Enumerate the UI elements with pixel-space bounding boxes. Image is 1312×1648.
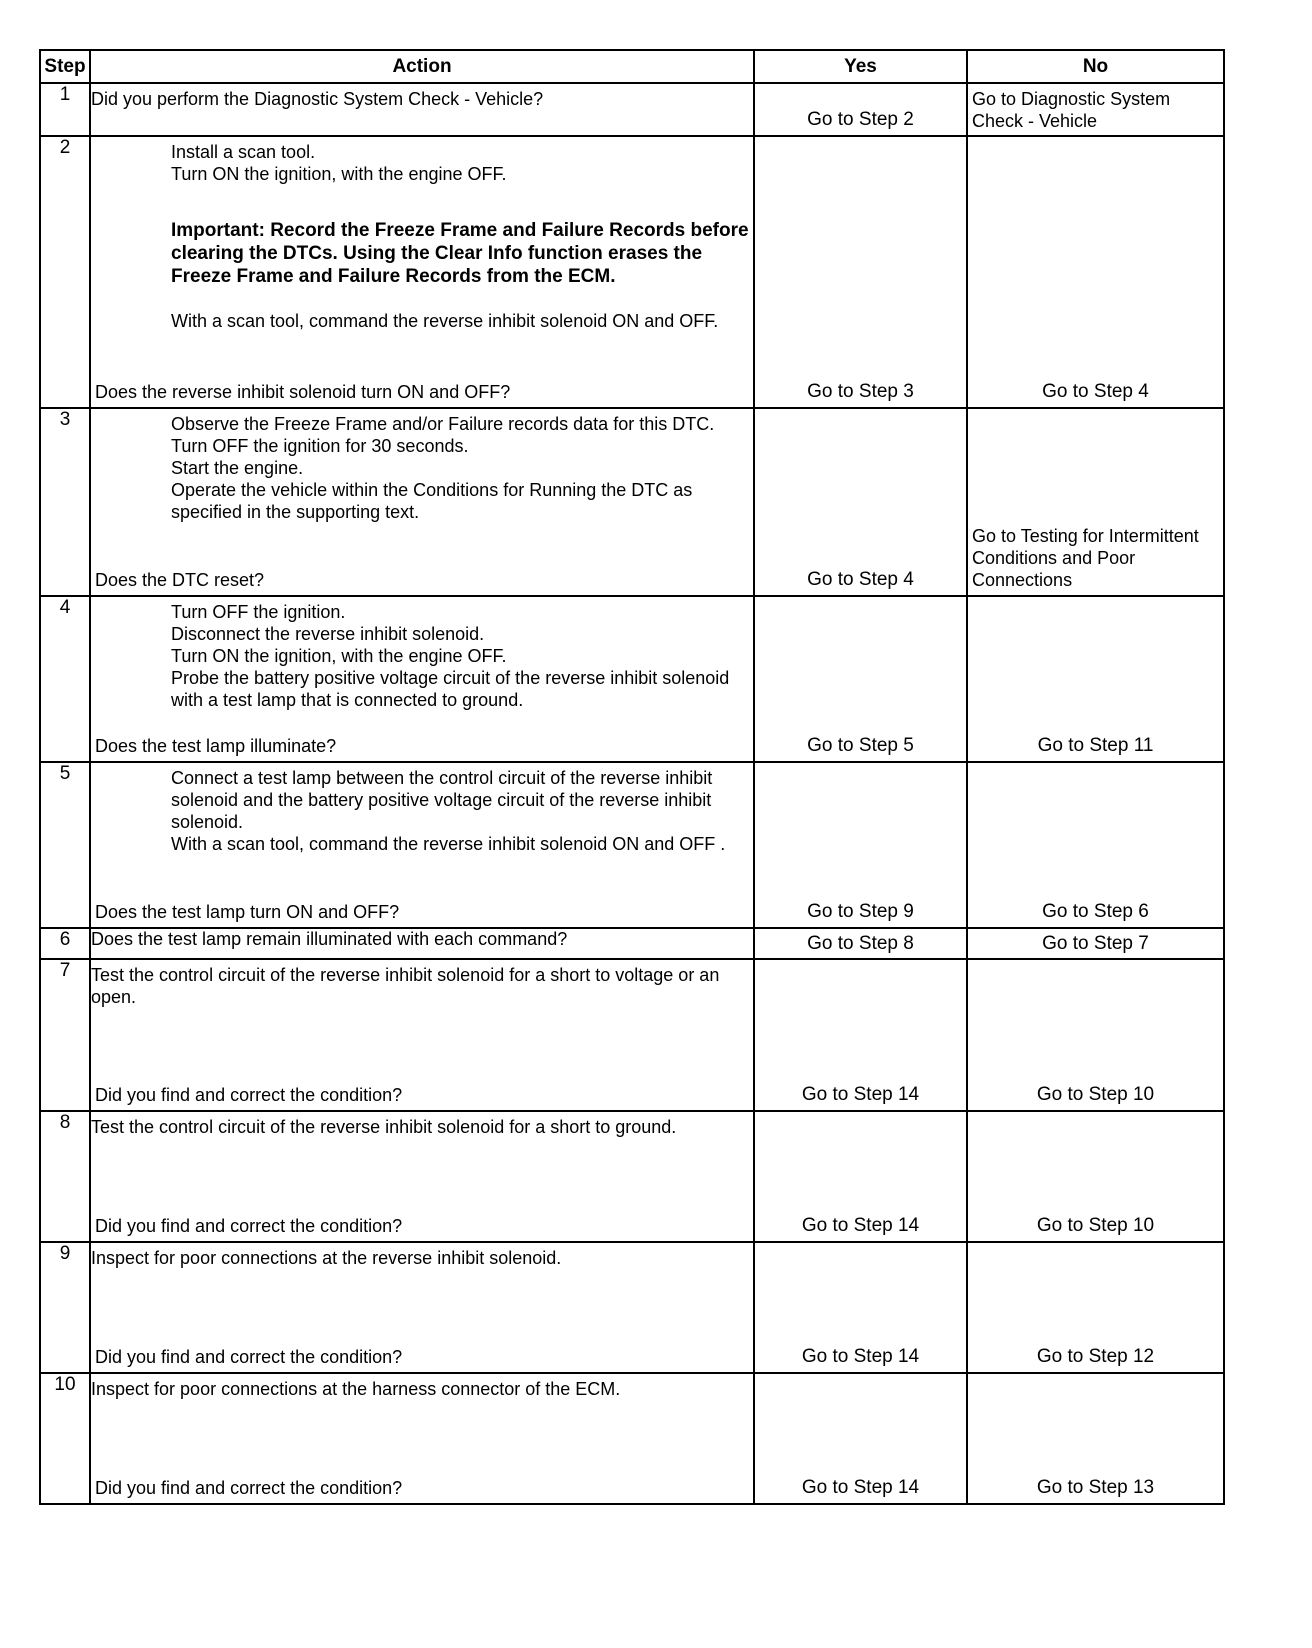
no-answer: Go to Step 4 [1042,381,1149,402]
instruction-line: Probe the battery positive voltage circuit of the reverse inhibit solenoid with a test lamp that is connected to ground. [171,668,730,710]
yes-cell [754,762,967,928]
action-cell [90,959,754,1111]
no-cell [967,762,1224,928]
diagnostic-table [39,49,1225,1505]
yes-answer: Go to Step 2 [807,109,914,130]
action-instructions [91,597,753,711]
instruction-line: Observe the Freeze Frame and/or Failure records data for this DTC. [171,414,715,434]
yes-answer: Go to Step 14 [801,1215,920,1236]
no-cell [967,1373,1224,1504]
action-question: Does the reverse inhibit solenoid turn ON and OFF? [95,382,511,402]
action-cell [90,1242,754,1373]
action-question: Did you find and correct the condition? [95,1478,403,1498]
no-cell [967,83,1224,136]
yes-answer: Go to Step 8 [807,932,914,954]
no-cell [967,596,1224,762]
no-cell [967,408,1224,596]
action-instructions [91,409,753,523]
important-note: Important: Record the Freeze Frame and Failure Records before clearing the DTCs. Using the Clear Info function erases the Freeze Frame and Failure Records from the ECM. [171,220,749,287]
step-number: 8 [40,1111,90,1242]
no-answer: Go to Step 6 [1042,901,1149,922]
yes-cell [754,408,967,596]
no-answer: Go to Step 13 [1036,1477,1155,1498]
step-number: 5 [40,762,90,928]
action-question: Does the DTC reset? [95,570,265,590]
no-answer: Go to Step 10 [1036,1215,1155,1236]
action-question: Does the test lamp remain illuminated with each command? [91,929,568,949]
no-answer: Go to Step 10 [1036,1084,1155,1105]
action-question: Did you perform the Diagnostic System Check - Vehicle? [91,89,544,109]
header-yes: Yes [754,50,967,83]
action-question: Did you find and correct the condition? [95,1347,403,1367]
step-number: 3 [40,408,90,596]
action-instructions [91,763,753,855]
action-text: Test the control circuit of the reverse inhibit solenoid for a short to ground. [91,1117,677,1137]
table-row [40,136,1224,408]
yes-answer: Go to Step 14 [801,1346,920,1367]
no-cell [967,959,1224,1111]
instruction-line: With a scan tool, command the reverse inhibit solenoid ON and OFF. [171,311,719,331]
instruction-line: With a scan tool, command the reverse inhibit solenoid ON and OFF . [171,834,726,854]
no-cell [967,928,1224,959]
no-answer: Go to Step 11 [1037,735,1154,756]
action-text: Inspect for poor connections at the reverse inhibit solenoid. [91,1248,562,1268]
action-cell [90,408,754,596]
action-cell [90,1111,754,1242]
yes-cell [754,136,967,408]
yes-cell [754,928,967,959]
instruction-line: Turn OFF the ignition for 30 seconds. [171,436,469,456]
no-cell [967,1111,1224,1242]
action-text: Test the control circuit of the reverse inhibit solenoid for a short to voltage or an open. [91,965,720,1007]
instruction-line: Disconnect the reverse inhibit solenoid. [171,624,485,644]
action-cell [90,928,754,959]
table-row [40,83,1224,136]
step-number: 9 [40,1242,90,1373]
action-cell [90,596,754,762]
yes-answer: Go to Step 9 [807,901,914,922]
action-cell [90,83,754,136]
yes-cell [754,596,967,762]
yes-answer: Go to Step 14 [801,1477,920,1498]
table-row [40,596,1224,762]
no-cell [967,1242,1224,1373]
action-question: Did you find and correct the condition? [95,1085,403,1105]
no-answer: Go to Testing for Intermittent Conditions and Poor Connections [972,526,1199,590]
header-row [40,50,1224,83]
action-question: Does the test lamp illuminate? [95,736,337,756]
step-number: 4 [40,596,90,762]
action-cell [90,762,754,928]
header-action: Action [90,50,754,83]
instruction-line: Turn ON the ignition, with the engine OFF. [171,164,507,184]
yes-answer: Go to Step 3 [807,381,914,402]
yes-answer: Go to Step 4 [807,569,914,590]
action-cell [90,1373,754,1504]
step-number: 10 [40,1373,90,1504]
step-number: 2 [40,136,90,408]
table-row [40,1242,1224,1373]
step-number: 7 [40,959,90,1111]
yes-cell [754,959,967,1111]
instruction-line: Connect a test lamp between the control circuit of the reverse inhibit solenoid and the battery positive voltage circuit of the reverse inhibit solenoid. [171,768,713,832]
no-answer: Go to Step 7 [1042,932,1149,954]
action-question: Does the test lamp turn ON and OFF? [95,902,400,922]
table-row [40,408,1224,596]
table-row [40,1373,1224,1504]
step-number: 1 [40,83,90,136]
yes-cell [754,83,967,136]
yes-cell [754,1111,967,1242]
instruction-line: Install a scan tool. [171,142,316,162]
header-no: No [967,50,1224,83]
action-text: Inspect for poor connections at the harness connector of the ECM. [91,1379,621,1399]
instruction-line: Operate the vehicle within the Conditions for Running the DTC as specified in the supporting text. [171,480,693,522]
yes-cell [754,1242,967,1373]
action-instructions [91,137,753,332]
yes-answer: Go to Step 5 [807,735,914,756]
table-row [40,959,1224,1111]
yes-answer: Go to Step 14 [801,1084,920,1105]
step-number: 6 [40,928,90,959]
no-cell [967,136,1224,408]
no-answer: Go to Diagnostic System Check - Vehicle [972,89,1171,131]
instruction-line: Turn OFF the ignition. [171,602,346,622]
table-row [40,928,1224,959]
action-question: Did you find and correct the condition? [95,1216,403,1236]
yes-cell [754,1373,967,1504]
table-row [40,1111,1224,1242]
no-answer: Go to Step 12 [1036,1346,1155,1367]
header-step: Step [40,50,90,83]
instruction-line: Turn ON the ignition, with the engine OFF. [171,646,507,666]
table-row [40,762,1224,928]
action-cell [90,136,754,408]
instruction-line: Start the engine. [171,458,304,478]
